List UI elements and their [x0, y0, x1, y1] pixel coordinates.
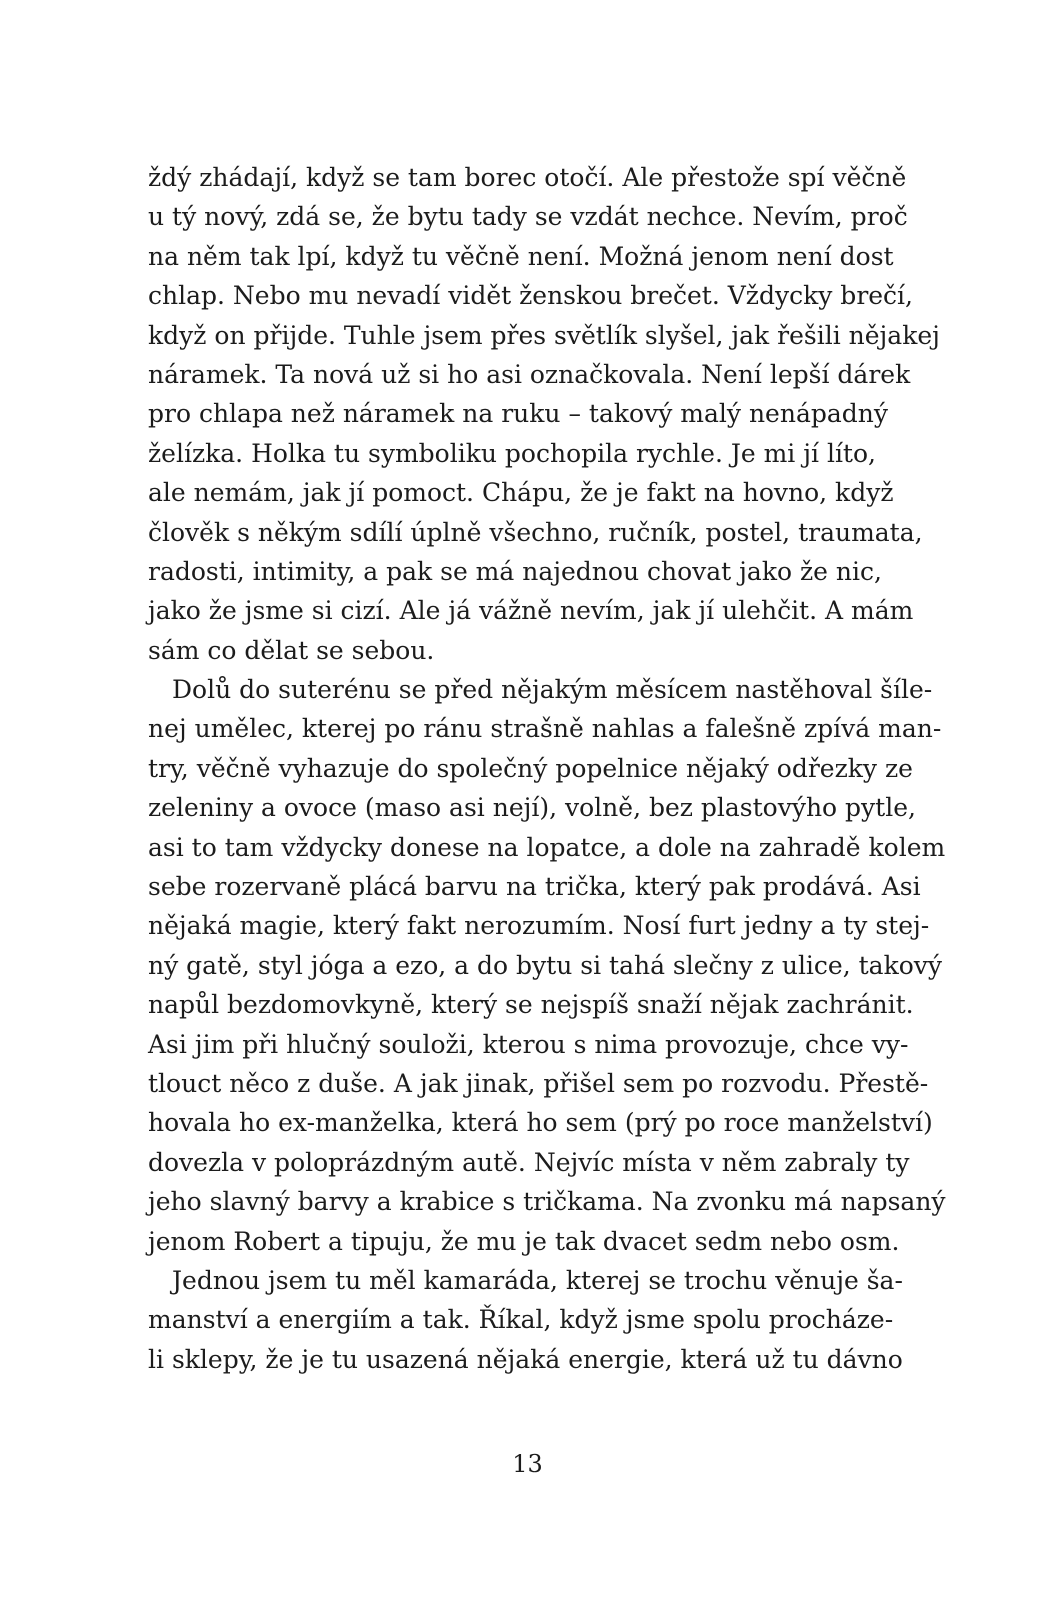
text-line: li sklepy, že je tu usazená nějaká energie, která už tu dávno [148, 1344, 903, 1374]
paragraph-2 [148, 670, 946, 1261]
text-line: jako že jsme si cizí. Ale já vážně nevím, jak jí ulehčit. A mám [148, 596, 914, 626]
text-line: Asi jim při hlučný souloži, kterou s nima provozuje, chce vy- [148, 1029, 909, 1059]
text-line: try, věčně vyhazuje do společný popelnice nějaký odřezky ze [148, 753, 913, 783]
text-line: nějaká magie, který fakt nerozumím. Nosí furt jedny a ty stej- [148, 911, 930, 941]
text-line: náramek. Ta nová už si ho asi označkovala. Není lepší dárek [148, 359, 911, 389]
text-line: člověk s někým sdílí úplně všechno, ručník, postel, traumata, [148, 517, 923, 547]
text-line: ždý zhádají, když se tam borec otočí. Ale přestože spí věčně [148, 163, 907, 192]
text-line: nej umělec, kterej po ránu strašně nahlas a falešně zpívá man- [148, 714, 942, 744]
text-line: pro chlapa než náramek na ruku – takový malý nenápadný [148, 399, 888, 429]
text-line: u tý nový, zdá se, že bytu tady se vzdát nechce. Nevím, proč [148, 202, 908, 232]
text-line: chlap. Nebo mu nevadí vidět ženskou brečet. Vždycky brečí, [148, 281, 914, 311]
paragraph-3 [148, 1261, 903, 1379]
text-line: Jednou jsem tu měl kamaráda, kterej se trochu věnuje ša- [172, 1265, 903, 1295]
text-line: želízka. Holka tu symboliku pochopila rychle. Je mi jí líto, [148, 438, 876, 468]
body-text [148, 158, 946, 1379]
text-line: sám co dělat se sebou. [148, 635, 435, 665]
text-line: když on přijde. Tuhle jsem přes světlík slyšel, jak řešili nějakej [148, 320, 940, 350]
text-line: zeleniny a ovoce (maso asi nejí), volně, bez plastovýho pytle, [148, 793, 916, 823]
text-line: ný gatě, styl jóga a ezo, a do bytu si tahá slečny z ulice, takový [148, 950, 943, 980]
page-number: 13 [512, 1450, 543, 1478]
text-line: napůl bezdomovkyně, který se nejspíš snaží nějak zachránit. [148, 990, 914, 1020]
text-line: manství a energiím a tak. Říkal, když jsme spolu procháze- [148, 1305, 894, 1335]
text-line: jeho slavný barvy a krabice s tričkama. Na zvonku má napsaný [148, 1187, 946, 1217]
text-line: radosti, intimity, a pak se má najednou chovat jako že nic, [148, 556, 882, 586]
text-line: jenom Robert a tipuju, že mu je tak dvacet sedm nebo osm. [148, 1226, 900, 1256]
text-line: sebe rozervaně plácá barvu na trička, který pak prodává. Asi [148, 872, 921, 902]
text-line: Dolů do suterénu se před nějakým měsícem nastěhoval šíle- [172, 675, 933, 705]
text-line: na něm tak lpí, když tu věčně není. Možná jenom není dost [148, 241, 894, 271]
text-line: ale nemám, jak jí pomoct. Chápu, že je fakt na hovno, když [148, 478, 894, 508]
paragraph-1 [148, 158, 940, 670]
text-line: dovezla v poloprázdným autě. Nejvíc místa v něm zabraly ty [148, 1147, 910, 1177]
text-line: tlouct něco z duše. A jak jinak, přišel sem po rozvodu. Přestě- [148, 1068, 929, 1098]
text-line: hovala ho ex-manželka, která ho sem (prý po roce manželství) [148, 1108, 933, 1138]
text-line: asi to tam vždycky donese na lopatce, a dole na zahradě kolem [148, 832, 946, 862]
